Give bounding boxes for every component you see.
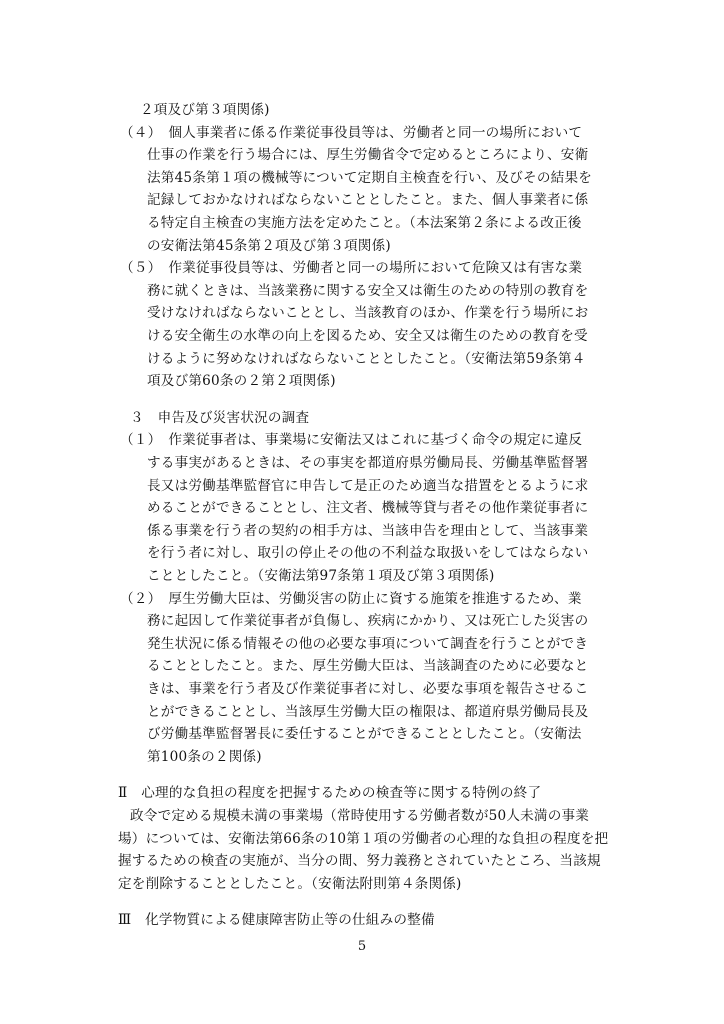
text-line: る特定自主検査の実施方法を定めたこと。（本法案第２条による改正後 bbox=[147, 215, 582, 231]
text-line: とができることとし、当該厚生労働大臣の権限は、都道府県労働局長及 bbox=[147, 703, 589, 720]
text-line: 政令で定める規模未満の事業場（常時使用する労働者数が50人未満の事業 bbox=[130, 808, 590, 824]
text-line: を行う者に対し、取引の停止その他の不利益な取扱いをしてはならない bbox=[147, 545, 589, 562]
section-heading: Ⅲ 化学物質による健康障害防止等の仕組みの整備 bbox=[118, 912, 435, 929]
text-line: 第100条の２関係) bbox=[147, 748, 262, 765]
text-line: 場）については、安衛法第66条の10第１項の労働者の心理的な負担の程度を把 bbox=[118, 830, 609, 847]
text-line: 務に就くときは、当該業務に関する安全又は衛生のための特別の教育を bbox=[147, 282, 589, 299]
text-line: 受けなければならないこととし、当該教育のほか、作業を行う場所にお bbox=[147, 305, 589, 322]
text-line: 記録しておかなければならないこととしたこと。また、個人事業者に係 bbox=[147, 192, 589, 209]
page-number: 5 bbox=[357, 939, 367, 954]
text-line: の安衛法第45条第２項及び第３項関係) bbox=[147, 237, 391, 254]
text-line: 務に起因して作業従事者が負傷し、疾病にかかり、又は死亡した災害の bbox=[147, 613, 589, 630]
section-heading: ３ 申告及び災害状況の調査 bbox=[130, 409, 310, 426]
text-line: （４） 個人事業者に係る作業従事役員等は、労働者と同一の場所において bbox=[120, 124, 583, 141]
text-line: 長又は労働基準監督官に申告して是正のため適当な措置をとるように求 bbox=[147, 477, 589, 494]
text-line: 仕事の作業を行う場合には、厚生労働省令で定めるところにより、安衛 bbox=[147, 147, 589, 164]
text-line: めることができることとし、注文者、機械等貸与者その他作業従事者に bbox=[147, 500, 589, 517]
text-line: ける安全衛生の水準の向上を図るため、安全又は衛生のための教育を受 bbox=[147, 328, 588, 344]
text-line: けるように努めなければならないこととしたこと。（安衛法第59条第４ bbox=[147, 350, 586, 367]
text-line: こととしたこと。（安衛法第97条第１項及び第３項関係) bbox=[147, 568, 495, 584]
text-line: 法第45条第１項の機械等について定期自主検査を行い、及びその結果を bbox=[147, 169, 593, 186]
text-line: 発生状況に係る情報その他の必要な事項について調査を行うことができ bbox=[147, 635, 589, 652]
text-line: び労働基準監督署長に委任することができることとしたこと。（安衛法 bbox=[147, 726, 582, 743]
text-line: （５） 作業従事役員等は、労働者と同一の場所において危険又は有害な業 bbox=[120, 260, 583, 277]
text-line: （１） 作業従事者は、事業場に安衛法又はこれに基づく命令の規定に違反 bbox=[120, 432, 583, 449]
text-line: ることとしたこと。また、厚生労働大臣は、当該調査のために必要なと bbox=[147, 658, 589, 675]
text-line: 定を削除することとしたこと。（安衛法附則第４条関係) bbox=[118, 875, 462, 892]
text-line: 項及び第60条の２第２項関係) bbox=[147, 373, 336, 390]
text-line: 握するための検査の実施が、当分の間、努力義務とされていたところ、当該規 bbox=[118, 853, 601, 870]
section-heading: Ⅱ 心理的な負担の程度を把握するための検査等に関する特例の終了 bbox=[118, 785, 542, 802]
text-line: （２） 厚生労働大臣は、労働災害の防止に資する施策を推進するため、業 bbox=[120, 590, 582, 607]
text-line: きは、事業を行う者及び作業従事者に対し、必要な事項を報告させるこ bbox=[147, 681, 589, 697]
text-line: する事実があるときは、その事実を都道府県労働局長、労働基準監督署 bbox=[147, 455, 589, 471]
text-line: 係る事業を行う者の契約の相手方は、当該申告を理由として、当該事業 bbox=[147, 522, 589, 539]
text-line: ２項及び第３項関係) bbox=[140, 102, 270, 118]
